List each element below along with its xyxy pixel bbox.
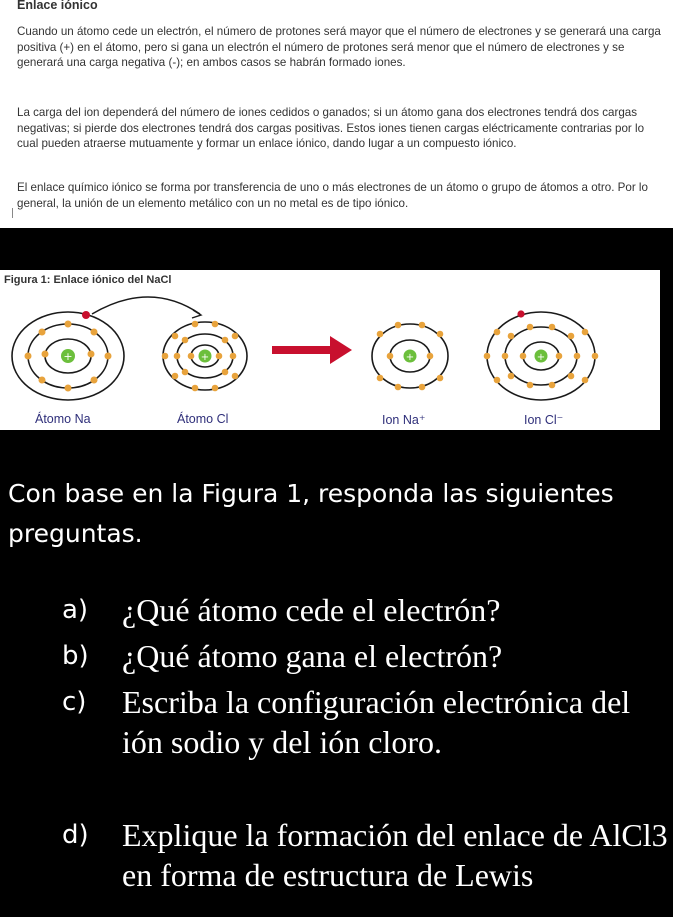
paragraph-3: El enlace químico iónico se forma por transferencia de uno o más electrones de un átomo o grupo de átomos a otro. Por lo general, la unión de un elemento metálico con un no metal es de tipo iónico. xyxy=(17,181,648,210)
electron xyxy=(377,375,384,382)
reaction-arrow xyxy=(272,336,352,364)
textbook-excerpt xyxy=(0,0,673,228)
question-text: Escriba la configuración electrónica del ión sodio y del ión cloro. xyxy=(122,684,631,760)
section-title: Enlace iónico xyxy=(17,0,98,12)
electron xyxy=(232,333,239,340)
electron xyxy=(508,373,515,380)
question-marker: a) xyxy=(62,595,89,625)
cl-ion-nucleus-symbol: + xyxy=(536,352,546,363)
na-ion-nucleus-symbol: + xyxy=(405,352,415,363)
electron xyxy=(520,353,527,360)
electron xyxy=(568,373,575,380)
cl-ion-diagram xyxy=(484,310,599,400)
electron xyxy=(162,353,169,360)
question-marker: b) xyxy=(62,641,89,671)
transferred-electron xyxy=(82,311,90,319)
electron xyxy=(568,333,575,340)
label-cl-atom: Átomo Cl xyxy=(177,412,229,426)
electron xyxy=(91,329,98,336)
electron xyxy=(377,331,384,338)
electron xyxy=(212,321,219,328)
electron xyxy=(395,322,402,329)
electron xyxy=(182,369,189,376)
paragraph-2: La carga del ion dependerá del número de iones cedidos o ganados; si un átomo gana dos electrones tendrá dos cargas negativas; si pierde dos electrones tendrá dos cargas positivas. Estos iones tienen cargas eléctricamente contrarias por lo cual pueden atraerse mutuamente y formar un enlace iónico, dando lugar a un compuesto iónico. xyxy=(17,106,645,151)
electron xyxy=(39,377,46,384)
electron xyxy=(172,373,179,380)
electron xyxy=(508,333,515,340)
electron xyxy=(549,324,556,331)
label-na-ion: Ion Na⁺ xyxy=(382,413,426,427)
na-nucleus-symbol: + xyxy=(63,350,73,363)
question-marker: c) xyxy=(62,687,87,717)
electron xyxy=(427,353,434,360)
electron xyxy=(39,329,46,336)
label-na-atom: Átomo Na xyxy=(35,412,91,426)
transfer-curve xyxy=(92,297,200,314)
nacl-figure xyxy=(0,270,660,430)
electron xyxy=(395,384,402,391)
electron xyxy=(582,377,589,384)
electron xyxy=(216,353,223,360)
transferred-electron xyxy=(517,310,524,317)
electron xyxy=(182,337,189,344)
question-marker: d) xyxy=(62,820,89,850)
electron xyxy=(592,353,599,360)
electron xyxy=(582,329,589,336)
electron xyxy=(230,353,237,360)
electron xyxy=(437,331,444,338)
electron xyxy=(527,382,534,389)
paragraph-1: Cuando un átomo cede un electrón, el número de protones será mayor que el número de electrones y se generará una carga positiva (+) en el átomo, pero si gana un electrón el número de protones será menor que el número de electrones y se generará una carga negativa (-); en ambos casos se habrán formado iones. xyxy=(17,25,661,70)
label-cl-ion: Ion Cl⁻ xyxy=(524,413,564,427)
electron xyxy=(574,353,581,360)
electron xyxy=(437,375,444,382)
cl-nucleus-symbol: + xyxy=(200,352,210,363)
electron xyxy=(222,369,229,376)
electron xyxy=(502,353,509,360)
electron xyxy=(222,337,229,344)
electron xyxy=(494,377,501,384)
electron xyxy=(172,333,179,340)
electron xyxy=(105,353,112,360)
electron xyxy=(192,321,199,328)
electron xyxy=(419,322,426,329)
electron xyxy=(192,385,199,392)
figure-caption: Figura 1: Enlace iónico del NaCl xyxy=(4,274,172,286)
na-ion-diagram xyxy=(372,322,448,391)
electron xyxy=(25,353,32,360)
electron xyxy=(65,385,72,392)
electron xyxy=(65,321,72,328)
electron xyxy=(556,353,563,360)
questions-heading: Con base en la Figura 1, responda las siguientes preguntas. xyxy=(8,479,614,548)
cl-atom-diagram xyxy=(162,321,247,392)
electron xyxy=(88,351,95,358)
na-atom-diagram xyxy=(12,311,124,400)
figure-diagram xyxy=(0,270,660,430)
electron xyxy=(419,384,426,391)
electron xyxy=(42,351,49,358)
electron xyxy=(494,329,501,336)
question-text: ¿Qué átomo cede el electrón? xyxy=(122,592,501,628)
electron xyxy=(387,353,394,360)
electron xyxy=(91,377,98,384)
question-text: ¿Qué átomo gana el electrón? xyxy=(122,638,503,674)
electron xyxy=(212,385,219,392)
electron xyxy=(527,324,534,331)
electron xyxy=(549,382,556,389)
electron xyxy=(174,353,181,360)
question-text: Explique la formación del enlace de AlCl3 en forma de estructura de Lewis xyxy=(122,817,668,893)
margin-mark xyxy=(12,208,13,218)
electron xyxy=(484,353,491,360)
electron xyxy=(188,353,195,360)
electron xyxy=(232,373,239,380)
